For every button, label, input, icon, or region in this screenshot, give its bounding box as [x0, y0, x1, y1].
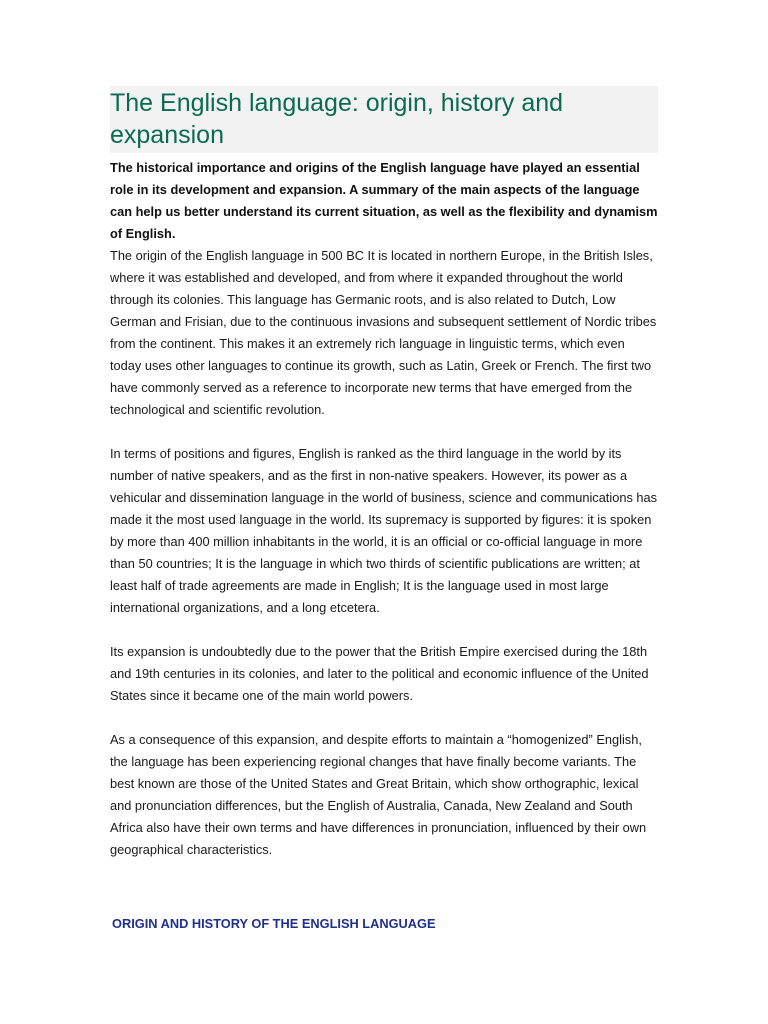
paragraph-spacer: [110, 707, 658, 729]
paragraph-figures: In terms of positions and figures, English is ranked as the third language in the world by its number of native speakers, and as the first in non-native speakers. However, its power as a vehicular and dissemination language in the world of business, science and communications has made it the most used language in the world. Its supremacy is supported by figures: it is spoken by more than 400 million inhabitants in the world, it is an official or co-official language in more than 50 countries; It is the language in which two thirds of scientific publications are written; at least half of trade agreements are made in English; It is the language used in most large international organizations, and a long etcetera.: [110, 446, 658, 615]
section-spacer: [110, 861, 658, 913]
paragraph-variants: As a consequence of this expansion, and despite efforts to maintain a “homogenized” English, the language has been experiencing regional changes that have finally become variants. The best known are those of the United States and Great Britain, which show orthographic, lexical and pronunciation differences, but the English of Australia, Canada, New Zealand and South Africa also have their own terms and have differences in pronunciation, influenced by their own geographical characteristics.: [110, 732, 647, 857]
paragraph-spacer: [110, 619, 658, 641]
paragraph-expansion: Its expansion is undoubtedly due to the power that the British Empire exercised during the 18th and 19th centuries in its colonies, and later to the political and economic influence of the United States since it became one of the main world powers.: [110, 644, 649, 703]
lead-paragraph: The historical importance and origins of the English language have played an essential role in its development and expansion. A summary of the main aspects of the language can help us better understand its current situation, as well as the flexibility and dynamism of English.: [110, 160, 658, 241]
document-page: [110, 86, 658, 935]
page-title: The English language: origin, history and expansion: [110, 89, 564, 149]
paragraph-spacer: [110, 421, 658, 443]
paragraph-origin: The origin of the English language in 500 BC It is located in northern Europe, in the British Isles, where it was established and developed, and from where it expanded throughout the world through its colonies. This language has Germanic roots, and is also related to Dutch, Low German and Frisian, due to the continuous invasions and subsequent settlement of Nordic tribes from the continent. This makes it an extremely rich language in linguistic terms, which even today uses other languages to continue its growth, such as Latin, Greek or French. The first two have commonly served as a reference to incorporate new terms that have emerged from the technological and scientific revolution.: [110, 248, 657, 417]
section-heading: ORIGIN AND HISTORY OF THE ENGLISH LANGUAGE: [112, 916, 436, 931]
title-box: [110, 86, 658, 153]
